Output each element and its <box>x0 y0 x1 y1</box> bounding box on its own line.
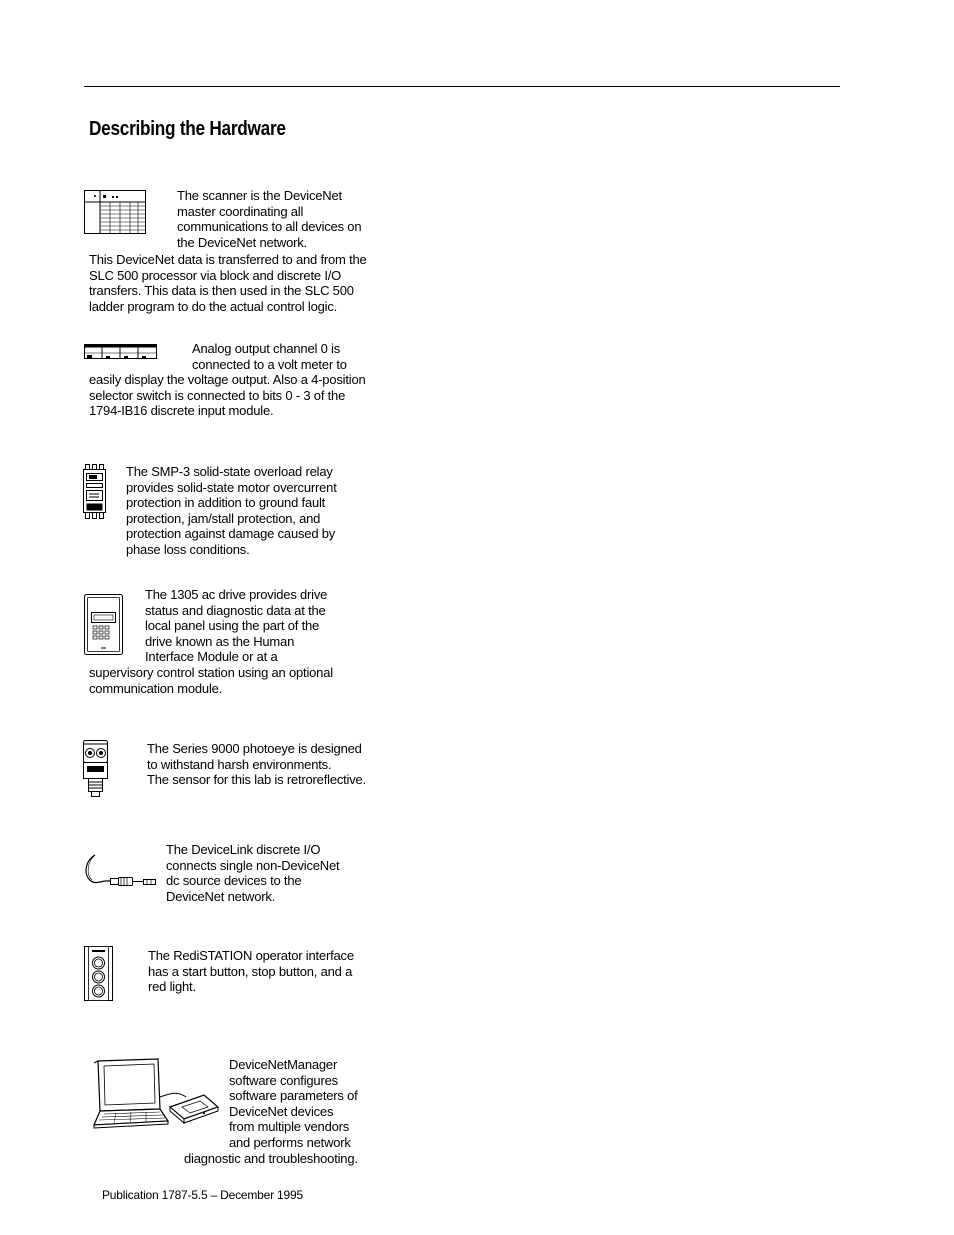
ac-drive-icon <box>84 594 124 656</box>
scanner-module-icon <box>84 190 146 234</box>
drive-description <box>145 587 327 665</box>
text-line: The Series 9000 photoeye is designed <box>147 741 362 756</box>
text-line: master coordinating all <box>177 203 304 219</box>
text-line: The sensor for this lab is retroreflective. <box>147 772 366 788</box>
text-line: communication module. <box>89 680 223 696</box>
text-line: supervisory control station using an optional <box>89 665 333 680</box>
text-line: diagnostic and troubleshooting. <box>184 1151 358 1166</box>
text-line: The scanner is the DeviceNet <box>177 188 342 203</box>
text-line: DeviceNet devices <box>229 1103 334 1119</box>
text-line: DeviceNet network. <box>166 888 276 904</box>
flex-io-modules-icon <box>84 341 157 361</box>
drive-description-continued <box>89 665 333 696</box>
text-line: Interface Module or at a <box>145 649 278 665</box>
text-line: transfers. This data is then used in the SLC 500 <box>89 283 354 299</box>
text-line: has a start button, stop button, and a <box>148 963 353 979</box>
scanner-description <box>177 188 361 250</box>
text-line: The DeviceLink discrete I/O <box>166 842 321 857</box>
redistation-description <box>148 948 354 995</box>
flex-io-description-continued <box>89 372 366 419</box>
text-line: 1794-IB16 discrete input module. <box>89 403 274 419</box>
text-line: drive known as the Human <box>145 633 295 649</box>
text-line: connects single non-DeviceNet <box>166 857 340 873</box>
text-line: local panel using the part of the <box>145 618 320 634</box>
photoeye-icon <box>83 740 109 798</box>
text-line: from multiple vendors <box>229 1119 350 1135</box>
devicelink-description <box>166 842 339 904</box>
text-line: protection in addition to ground fault <box>126 495 326 511</box>
text-line: and performs network <box>229 1134 351 1150</box>
laptop-with-interface-icon <box>86 1057 231 1135</box>
text-line: dc source devices to the <box>166 873 302 889</box>
text-line: status and diagnostic data at the <box>145 602 326 618</box>
text-line: phase loss conditions. <box>126 541 250 557</box>
text-line: provides solid-state motor overcurrent <box>126 479 337 495</box>
text-line: The RediSTATION operator interface <box>148 948 354 963</box>
text-line: SLC 500 processor via block and discrete I/O <box>89 267 342 283</box>
scanner-description-continued <box>89 252 367 314</box>
text-line: The 1305 ac drive provides drive <box>145 587 328 602</box>
relay-description <box>126 464 337 558</box>
text-line: The SMP-3 solid-state overload relay <box>126 464 333 479</box>
text-line: Analog output channel 0 is <box>192 341 341 356</box>
software-description <box>229 1057 358 1151</box>
devicelink-cable-icon <box>83 853 158 889</box>
text-line: This DeviceNet data is transferred to and from the <box>89 252 367 267</box>
page-title: Describing the Hardware <box>89 118 286 140</box>
text-line: software configures <box>229 1072 338 1088</box>
overload-relay-icon <box>83 464 107 520</box>
text-line: protection, jam/stall protection, and <box>126 510 321 526</box>
header-rule <box>84 86 840 87</box>
redistation-icon <box>84 946 114 1002</box>
text-line: protection against damage caused by <box>126 526 336 542</box>
text-line: selector switch is connected to bits 0 - 3 of the <box>89 387 346 403</box>
photoeye-description <box>147 741 366 788</box>
text-line: easily display the voltage output. Also a 4-position <box>89 372 366 387</box>
text-line: DeviceNetManager <box>229 1057 338 1072</box>
publication-footer: Publication 1787-5.5 – December 1995 <box>102 1188 303 1202</box>
text-line: ladder program to do the actual control logic. <box>89 298 338 314</box>
text-line: connected to a volt meter to <box>192 356 347 372</box>
software-description-continued <box>184 1151 358 1167</box>
text-line: software parameters of <box>229 1088 358 1104</box>
text-line: the DeviceNet network. <box>177 234 307 250</box>
text-line: to withstand harsh environments. <box>147 756 332 772</box>
flex-io-description <box>192 341 347 372</box>
text-line: communications to all devices on <box>177 219 362 235</box>
text-line: red light. <box>148 979 196 995</box>
